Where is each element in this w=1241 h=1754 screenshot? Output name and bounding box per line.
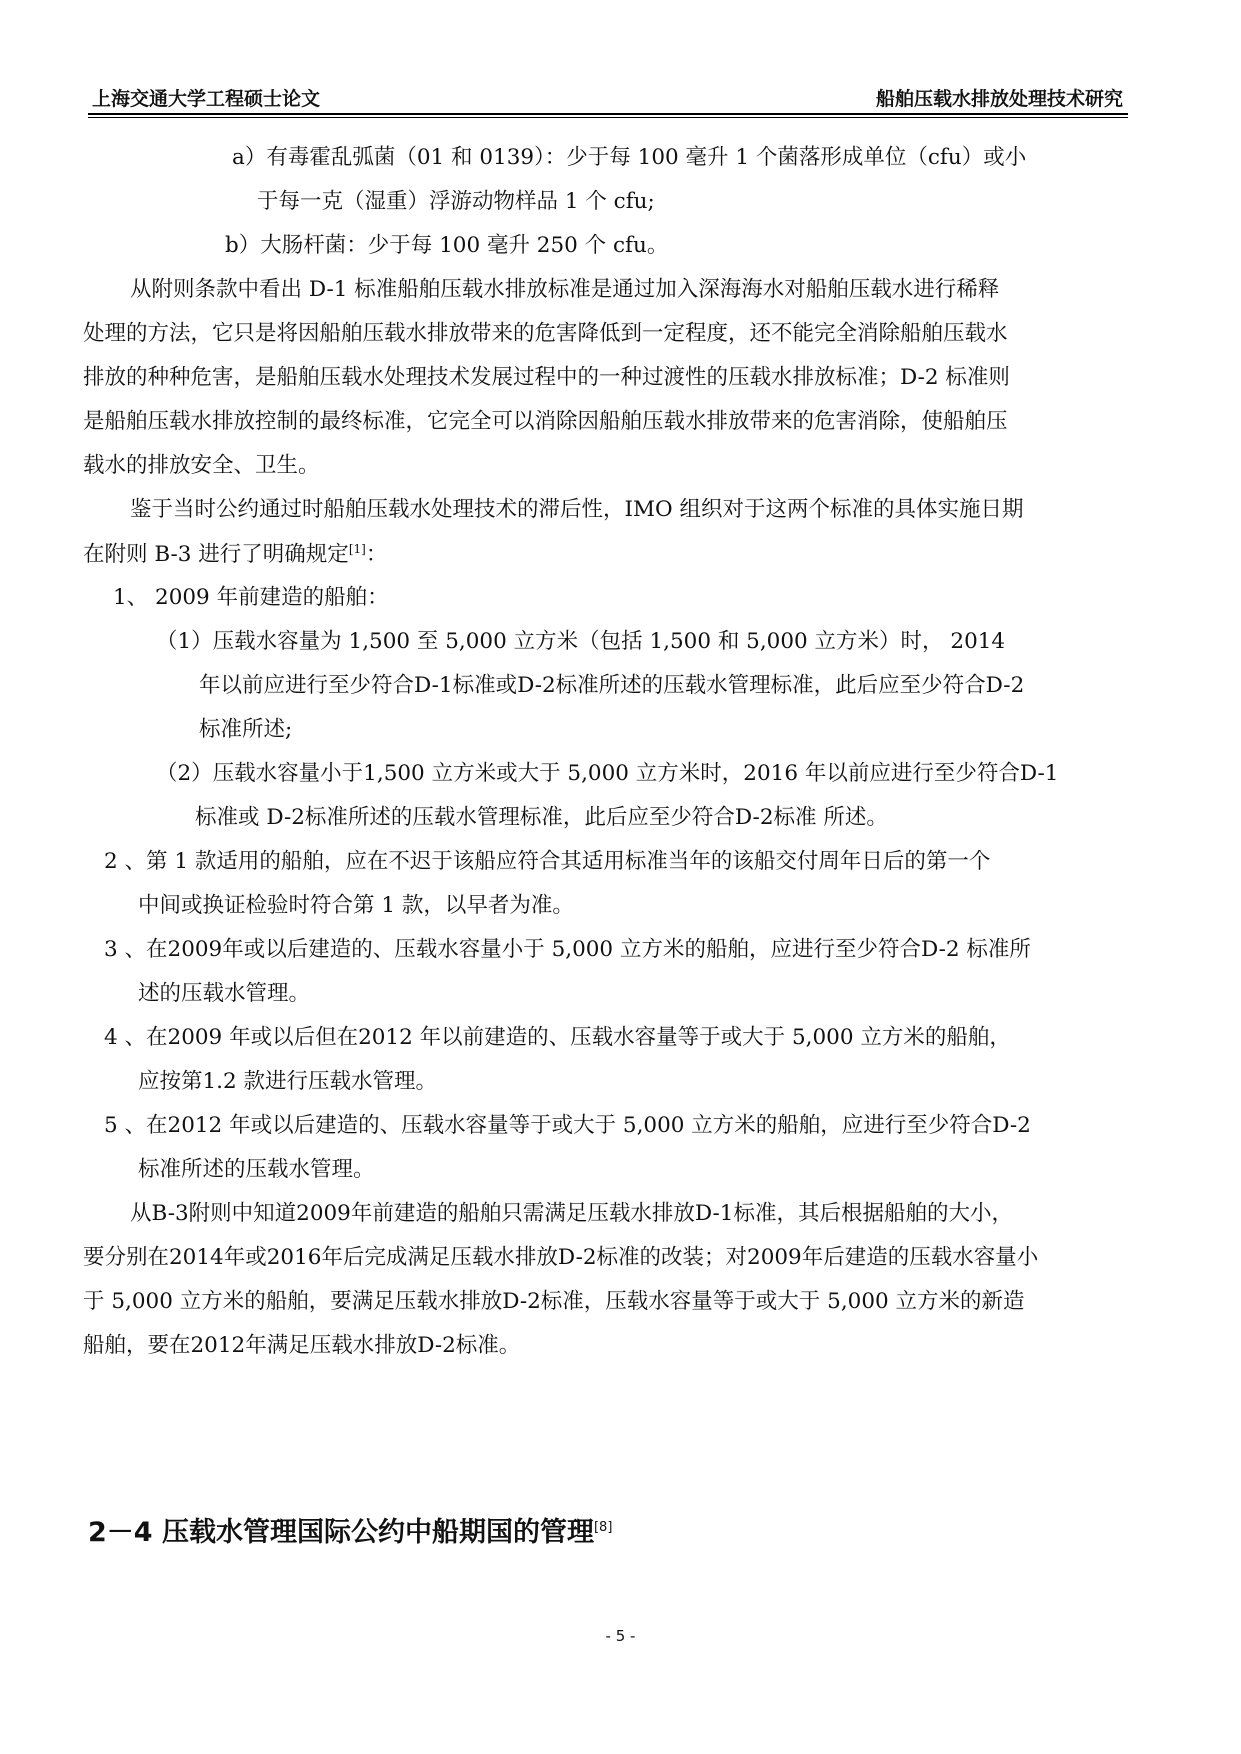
text-line: 中间或换证检验时符合第 1 款，以早者为准。: [138, 893, 574, 918]
list-item: 3 、在2009年或以后建造的、压载水容量小于 5,000 立方米的船舶，应进行至少符合D-2 标准所: [104, 937, 1031, 962]
text-line: 应按第1.2 款进行压载水管理。: [138, 1069, 438, 1094]
list-item: （1）压载水容量为 1,500 至 5,000 立方米（包括 1,500 和 5,000 立方米）时， 2014: [156, 629, 1006, 654]
list-item: 2 、第 1 款适用的船舶，应在不迟于该船应符合其适用标准当年的该船交付周年日后的第一个: [104, 849, 991, 874]
running-header-left: 上海交通大学工程硕士论文: [92, 88, 321, 110]
text-line: 标准或 D-2标准所述的压载水管理标准，此后应至少符合D-2标准 所述。: [195, 805, 888, 830]
header-rule: [88, 113, 1128, 115]
citation: [1]: [348, 542, 366, 556]
text-line: 年以前应进行至少符合D-1标准或D-2标准所述的压载水管理标准，此后应至少符合D-2: [199, 673, 1025, 698]
text-line: 排放的种种危害，是船舶压载水处理技术发展过程中的一种过渡性的压载水排放标准；D-2 标准则: [83, 365, 1010, 390]
list-item: （2）压载水容量小于1,500 立方米或大于 5,000 立方米时，2016 年以前应进行至少符合D-1: [156, 761, 1059, 786]
text-line: a）有毒霍乱弧菌（01 和 0139）：少于每 100 毫升 1 个菌落形成单位（cfu）或小: [232, 145, 1027, 170]
text-line: 从B-3附则中知道2009年前建造的船舶只需满足压载水排放D-1标准，其后根据船舶的大小，: [130, 1201, 1013, 1226]
list-item: 4 、在2009 年或以后但在2012 年以前建造的、压载水容量等于或大于 5,000 立方米的船舶，: [104, 1025, 1011, 1050]
citation: [8]: [593, 1520, 613, 1535]
page-number: - 5 -: [605, 1627, 636, 1645]
text-line: 载水的排放安全、卫生。: [83, 453, 320, 478]
running-header-right: 船舶压载水排放处理技术研究: [875, 88, 1123, 110]
list-item: 1、 2009 年前建造的船舶：: [113, 585, 389, 610]
text-line: 是船舶压载水排放控制的最终标准，它完全可以消除因船舶压载水排放带来的危害消除，使船舶压: [83, 409, 1008, 434]
text-span: 在附则 B-3 进行了明确规定: [83, 542, 349, 568]
text-line: [83, 543, 387, 566]
section-heading: [88, 1510, 612, 1549]
text-line: 船舶，要在2012年满足压载水排放D-2标准。: [83, 1333, 521, 1358]
text-line: 于 5,000 立方米的船舶，要满足压载水排放D-2标准，压载水容量等于或大于 5,000 立方米的新造: [83, 1289, 1025, 1314]
text-line: 标准所述;: [199, 717, 293, 742]
list-item: 5 、在2012 年或以后建造的、压载水容量等于或大于 5,000 立方米的船舶，应进行至少符合D-2: [104, 1113, 1031, 1138]
text-line: 鉴于当时公约通过时船舶压载水处理技术的滞后性，IMO 组织对于这两个标准的具体实施日期: [130, 497, 1024, 522]
header-rule-thin: [88, 117, 1128, 118]
text-line: 于每一克（湿重）浮游动物样品 1 个 cfu;: [257, 189, 655, 214]
text-span: ：: [365, 542, 388, 568]
heading-text: 2－4 压载水管理国际公约中船期国的管理: [88, 1517, 594, 1548]
text-line: 要分别在2014年或2016年后完成满足压载水排放D-2标准的改装；对2009年后建造的压载水容量小: [83, 1245, 1039, 1270]
text-line: 处理的方法，它只是将因船舶压载水排放带来的危害降低到一定程度，还不能完全消除船舶压载水: [83, 321, 1008, 346]
text-line: 述的压载水管理。: [138, 981, 311, 1006]
text-line: 标准所述的压载水管理。: [138, 1157, 375, 1182]
text-line: b）大肠杆菌：少于每 100 毫升 250 个 cfu。: [225, 233, 669, 258]
text-line: 从附则条款中看出 D-1 标准船舶压载水排放标准是通过加入深海海水对船舶压载水进行稀释: [130, 277, 1000, 302]
